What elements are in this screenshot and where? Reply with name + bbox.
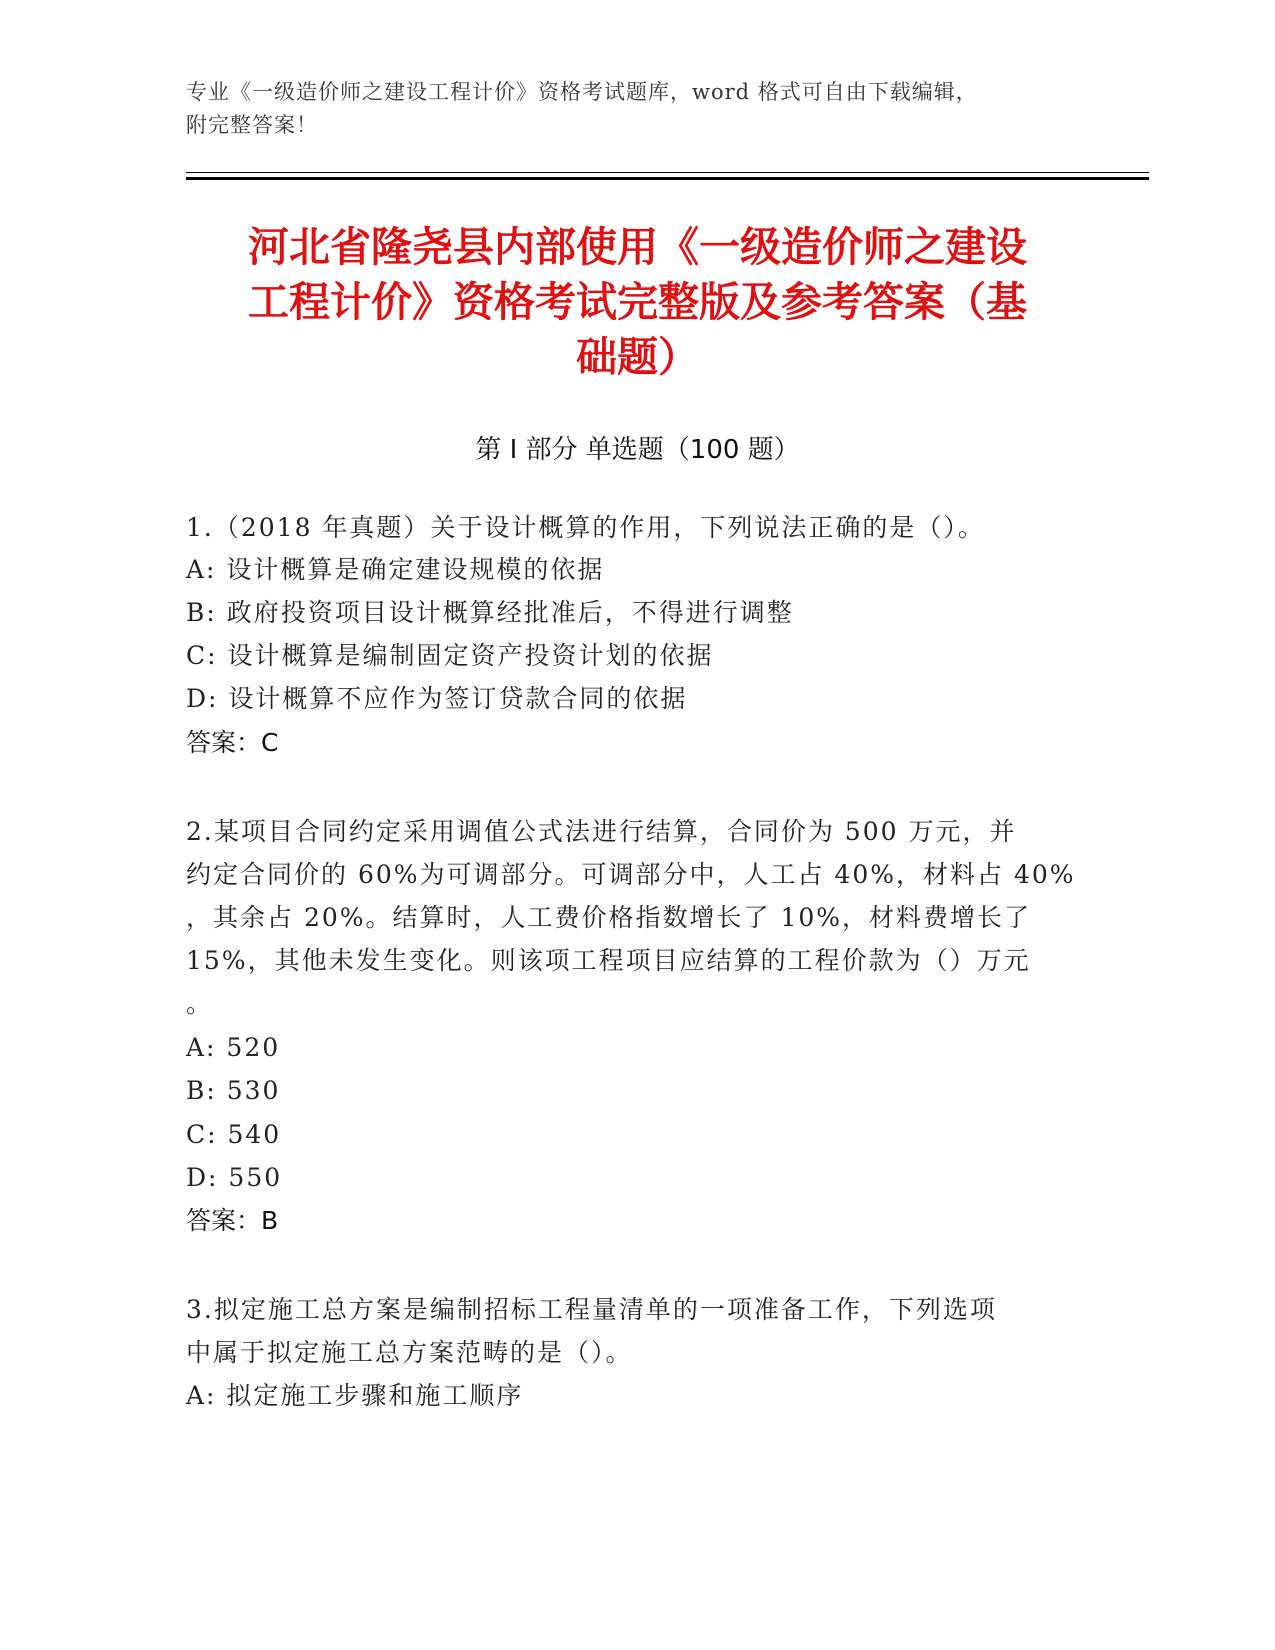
- question-1-option-c: C: 设计概算是编制固定资产投资计划的依据: [186, 641, 714, 670]
- question-1-option-d: D: 设计概算不应作为签订贷款合同的依据: [186, 684, 688, 713]
- question-3-stem-line-1: 3.拟定施工总方案是编制招标工程量清单的一项准备工作，下列选项: [186, 1295, 997, 1324]
- header-note-line-1: 专业《一级造价师之建设工程计价》资格考试题库，word 格式可自由下载编辑，: [186, 80, 978, 104]
- header-note-line-2: 附完整答案！: [186, 113, 318, 137]
- question-2-option-a: A: 520: [186, 1033, 281, 1062]
- question-2-stem-line-3: ，其余占 20%。结算时，人工费价格指数增长了 10%，材料费增长了: [186, 903, 1032, 932]
- document-title-line-2: 工程计价》资格考试完整版及参考答案（基: [248, 278, 1027, 326]
- question-1-option-a: A: 设计概算是确定建设规模的依据: [186, 555, 605, 584]
- question-2-option-d: D: 550: [186, 1163, 283, 1192]
- question-3-option-a: A: 拟定施工步骤和施工顺序: [186, 1381, 524, 1410]
- question-2-stem-line-2: 约定合同价的 60%为可调部分。可调部分中，人工占 40%，材料占 40%: [186, 860, 1076, 889]
- document-title-line-1: 河北省隆尧县内部使用《一级造价师之建设: [248, 223, 1027, 271]
- question-3-stem-line-2: 中属于拟定施工总方案范畴的是（）。: [186, 1338, 633, 1367]
- question-2-stem-line-4: 15%，其他未发生变化。则该项工程项目应结算的工程价款为（）万元: [186, 946, 1031, 975]
- document-title: [186, 220, 1089, 385]
- document-title-line-3: 础题）: [576, 333, 699, 381]
- question-2-answer: 答案：B: [186, 1206, 279, 1235]
- header-rule-thick: [186, 177, 1149, 180]
- question-1-stem: 1.（2018 年真题）关于设计概算的作用，下列说法正确的是（）。: [186, 513, 985, 542]
- question-1-answer: 答案：C: [186, 728, 279, 757]
- question-1-option-b: B: 政府投资项目设计概算经批准后，不得进行调整: [186, 598, 794, 627]
- question-2-stem-line-5: 。: [186, 989, 214, 1018]
- section-heading: 第 I 部分 单选题（100 题）: [475, 435, 800, 465]
- header-note: [186, 76, 1086, 142]
- question-2-option-b: B: 530: [186, 1076, 281, 1105]
- header-rule-thin: [186, 172, 1149, 173]
- question-2-stem-line-1: 2.某项目合同约定采用调值公式法进行结算，合同价为 500 万元，并: [186, 817, 1017, 846]
- question-2-option-c: C: 540: [186, 1120, 282, 1149]
